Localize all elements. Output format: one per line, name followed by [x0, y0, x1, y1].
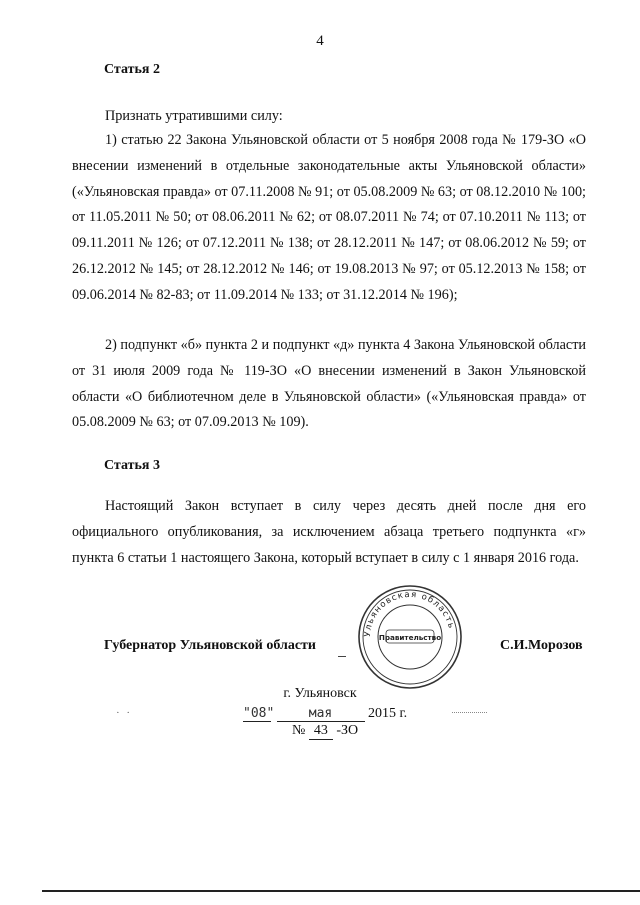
official-seal	[356, 583, 464, 691]
signatory-name: С.И.Морозов	[500, 638, 583, 653]
article-2-item-1: 1) статью 22 Закона Ульяновской области от 5 ноября 2008 года № 179-ЗО «О внесении изменений в отдельные законодательные акты Ульяновской области» («Ульяновская правда» от 07.11.2008 № 91; от 05.08.2009 № 63; от 08.12.2010 № 100; от 11.05.2011 № 50; от 08.06.2011 № 62; от 08.07.2011 № 74; от 07.10.2011 № 113; от 09.11.2011 № 126; от 07.12.2011 № 138; от 28.12.2011 № 147; от 08.06.2012 № 59; от 26.12.2012 № 145; от 28.12.2012 № 146; от 19.08.2013 № 97; от 05.12.2013 № 158; от 09.06.2014 № 82-83; от 11.09.2014 № 133; от 31.12.2014 № 196);	[72, 132, 586, 303]
scan-artifact-dots: · ·	[116, 707, 133, 719]
seal-inner-text: Правительство	[378, 633, 442, 642]
city: г. Ульяновск	[283, 686, 357, 701]
bottom-border	[42, 890, 640, 892]
seal-graphic	[356, 583, 464, 691]
law-number-line	[292, 723, 358, 740]
page-number: 4	[316, 33, 324, 49]
scan-artifact-line	[452, 712, 487, 713]
number-sign: №	[292, 723, 306, 738]
date-line	[243, 706, 407, 722]
article-3-text: Настоящий Закон вступает в силу через десять дней после дня его официального опубликования, за исключением абзаца третьего подпункта «г» пункта 6 статьи 1 настоящего Закона, который вступает в силу с 1 января 2016 года.	[72, 498, 586, 566]
date-month: мая	[277, 706, 365, 722]
article-2-intro: Признать утратившими силу:	[105, 108, 283, 124]
number-suffix: -ЗО	[336, 723, 359, 738]
article-2-item-2: 2) подпункт «б» пункта 2 и подпункт «д» пункта 4 Закона Ульяновской области от 31 июля 2009 года № 119-ЗО «О внесении изменений в Закон Ульяновской области «О библиотечном деле в Ульяновской области» («Ульяновская правда» от 05.08.2009 № 63; от 07.09.2013 № 109).	[72, 337, 586, 431]
date-year: 2015 г.	[368, 706, 408, 721]
seal-outer-text: Ульяновская область	[362, 589, 457, 638]
signatory-position: Губернатор Ульяновской области	[104, 638, 316, 653]
date-day: "08"	[243, 706, 275, 721]
article-3-heading: Статья 3	[104, 458, 160, 473]
signature-mark	[338, 656, 346, 657]
article-2-heading: Статья 2	[104, 62, 160, 77]
law-number: 43	[309, 723, 333, 740]
